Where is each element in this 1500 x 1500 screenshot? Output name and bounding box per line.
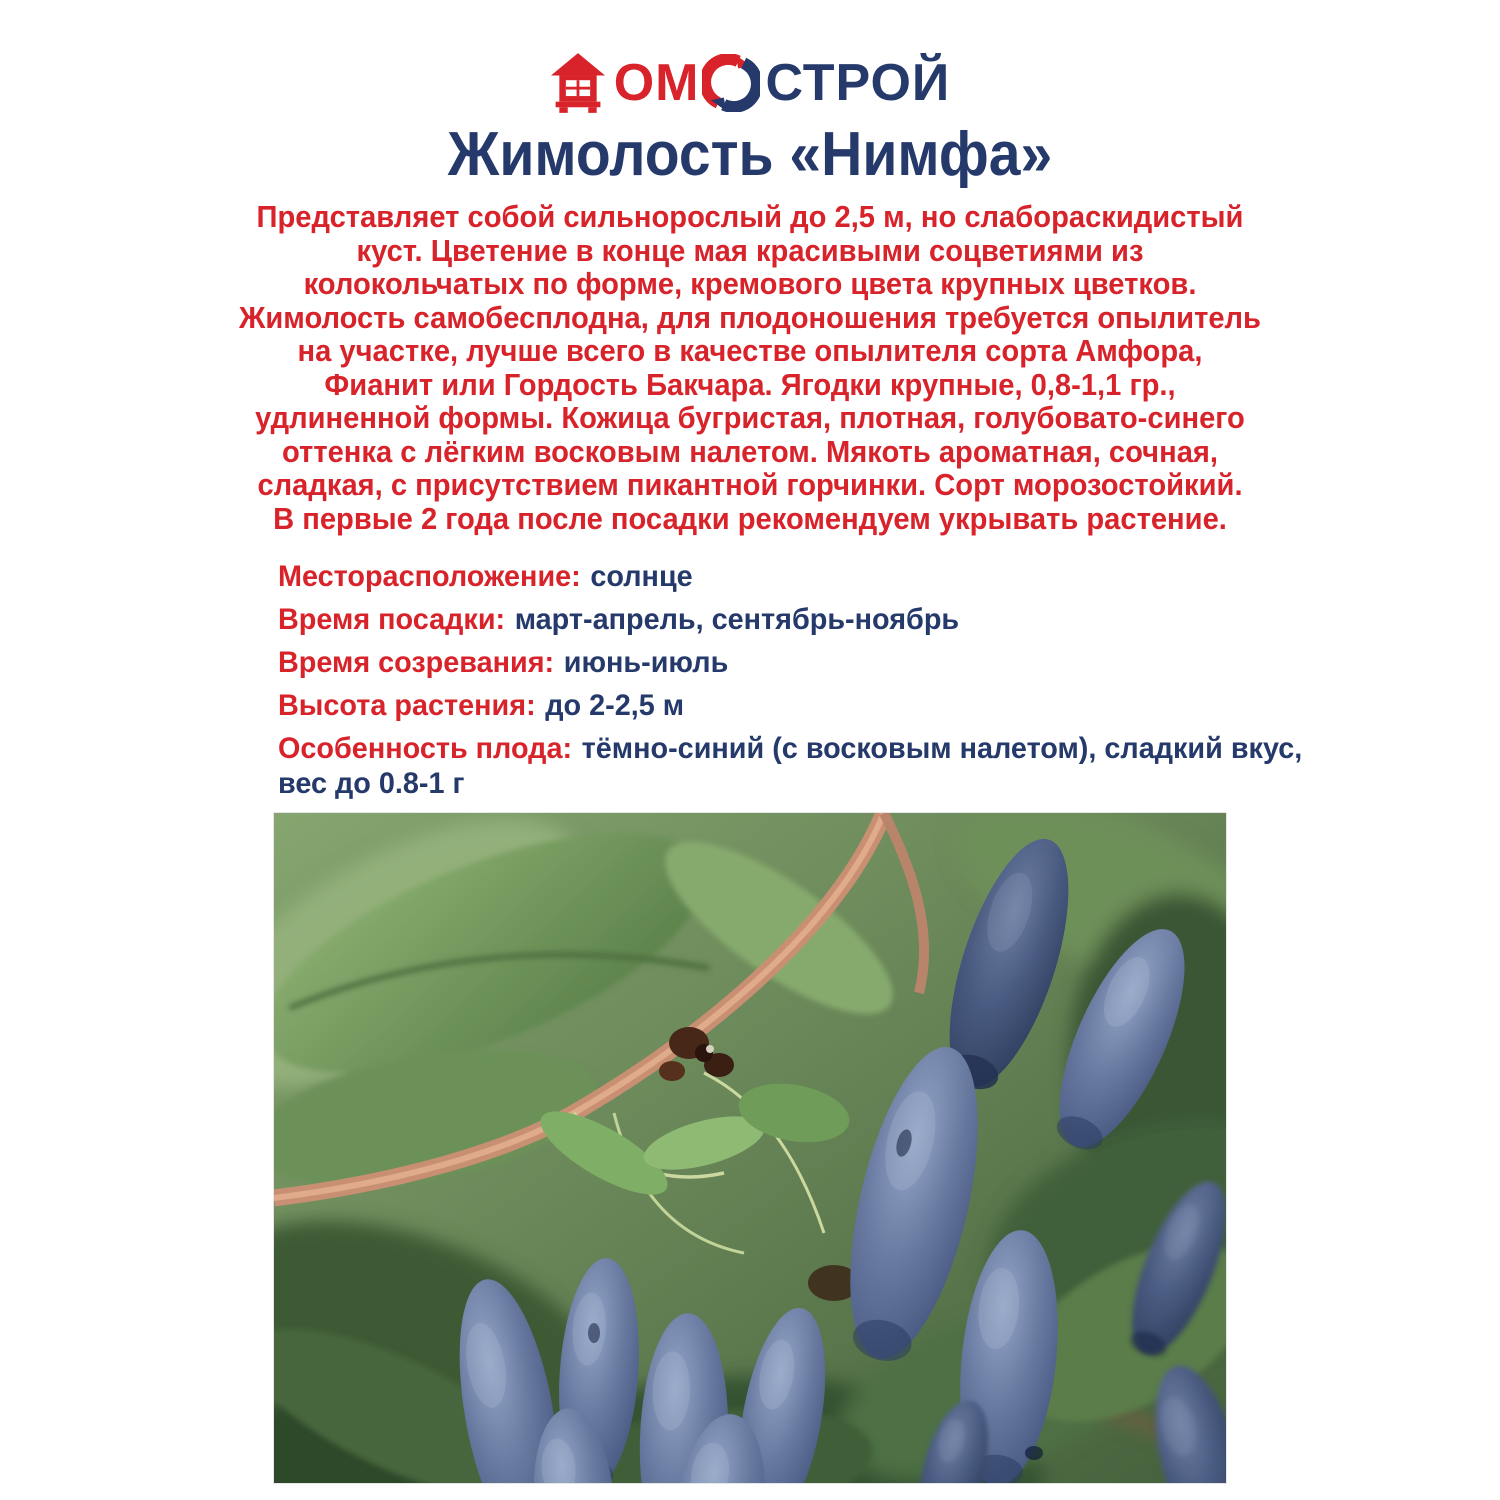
attribute-label: Время созревания: bbox=[278, 646, 555, 679]
description-line: колокольчатых по форме, кремового цвета крупных цветков. bbox=[303, 266, 1197, 301]
attribute-value: солнце bbox=[590, 560, 693, 593]
attribute-row-fruit-feature bbox=[278, 733, 1451, 799]
description-line: Представляет собой сильнорослый до 2,5 м, но слабораскидистый bbox=[256, 199, 1244, 234]
interlocking-ring-icon bbox=[702, 54, 760, 112]
brand-text-om: ОМ bbox=[613, 54, 700, 112]
attribute-value: тёмно-синий (с восковым налетом), сладкий вкус, bbox=[581, 732, 1303, 765]
description-line: оттенка с лёгким восковым налетом. Мякоть ароматная, сочная, bbox=[281, 433, 1219, 469]
attribute-label: Время посадки: bbox=[278, 603, 506, 636]
attribute-value-wrap: вес до 0.8-1 г bbox=[278, 767, 465, 800]
attribute-value: июнь-июль bbox=[563, 646, 729, 679]
description-line: куст. Цветение в конце мая красивыми соцветиями из bbox=[356, 232, 1144, 268]
attribute-row-planting-time bbox=[278, 604, 1451, 635]
attribute-label: Особенность плода: bbox=[278, 732, 573, 765]
attribute-row-location bbox=[278, 561, 1451, 592]
description-line: сладкая, с присутствием пикантной горчинки. Сорт морозостойкий. bbox=[257, 467, 1243, 502]
attribute-label: Месторасположение: bbox=[278, 560, 581, 593]
attribute-row-ripening-time bbox=[278, 647, 1451, 678]
honeysuckle-berries-photo bbox=[274, 813, 1226, 1483]
description-line: удлиненной формы. Кожица бугристая, плотная, голубовато-синего bbox=[255, 400, 1245, 435]
description bbox=[45, 200, 1455, 535]
page-title: Жимолость «Нимфа» bbox=[447, 120, 1053, 189]
attribute-label: Высота растения: bbox=[278, 689, 536, 722]
description-line: на участке, лучше всего в качестве опылителя сорта Амфора, bbox=[297, 333, 1203, 368]
brand-logo bbox=[0, 0, 1500, 118]
attribute-value: до 2-2,5 м bbox=[545, 689, 685, 722]
description-line: В первые 2 года после посадки рекомендуем укрывать растение. bbox=[273, 500, 1227, 536]
description-line: Фианит или Гордость Бакчара. Ягодки крупные, 0,8-1,1 гр., bbox=[324, 366, 1176, 402]
description-line: Жимолость самобесплодна, для плодоношения требуется опылитель bbox=[239, 299, 1261, 335]
house-icon bbox=[550, 51, 606, 115]
attribute-row-plant-height bbox=[278, 690, 1451, 721]
attribute-list bbox=[278, 561, 1451, 799]
brand-text-stroy: СТРОЙ bbox=[765, 54, 951, 112]
attribute-value: март-апрель, сентябрь-ноябрь bbox=[514, 603, 960, 636]
